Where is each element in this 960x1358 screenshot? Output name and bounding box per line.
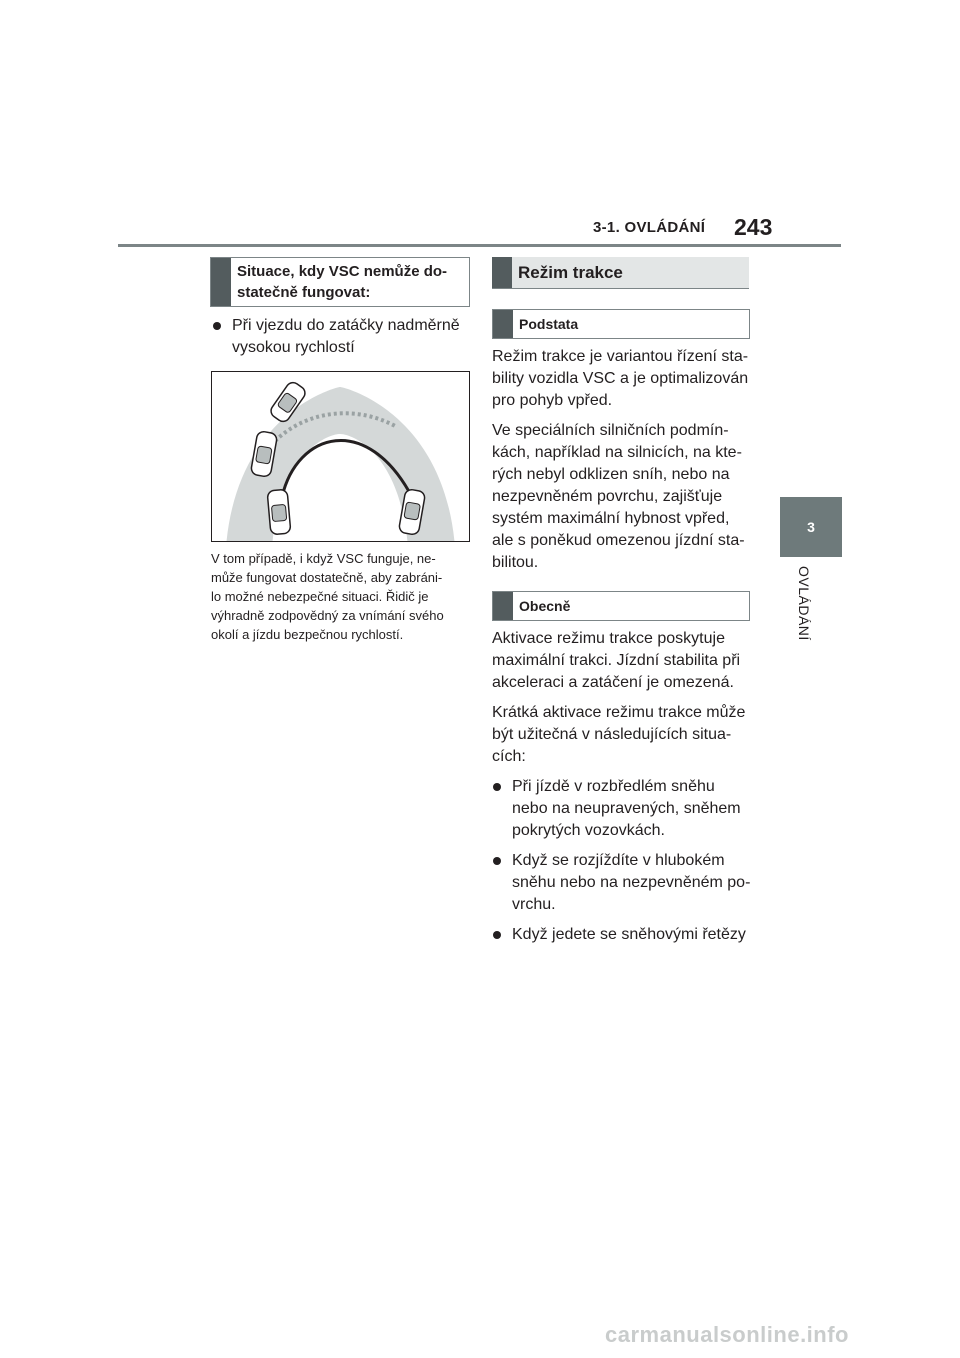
curve-illustration-svg <box>212 372 469 541</box>
left-box-title <box>210 257 470 307</box>
paragraph-2: Ve speciálních silničních podmín- kách, například na silnicích, na kte- rých nebyl odklizen sníh, nebo na nezpevněném povrchu, zajišťuje systém maximální hybnost vpřed, ale s poněkud omezenou jízdní sta- bilitou. <box>492 422 745 571</box>
header-rule <box>118 244 841 247</box>
right-section-title-text: Režim trakce <box>518 263 623 282</box>
subsection-title-podstata <box>492 309 750 339</box>
subsection-bar <box>493 310 513 338</box>
chapter-tab-number: 3 <box>780 497 842 557</box>
curve-illustration <box>211 371 470 542</box>
page-number: 243 <box>734 214 773 240</box>
chapter-tab-label-text: OVLÁDÁNÍ <box>796 566 812 641</box>
paragraph-4: Krátká aktivace režimu trakce může být užitečná v následujících situa- cích: <box>492 704 746 765</box>
right-text-block-2 <box>492 628 754 954</box>
subsection-title-podstata-text: Podstata <box>519 315 579 332</box>
left-bullet: Při vjezdu do zatáčky nadměrně vysokou rychlostí <box>212 315 492 359</box>
paragraph-3: Aktivace režimu trakce poskytuje maximální trakci. Jízdní stabilita při akceleraci a zatáčení je omezená. <box>492 630 741 691</box>
watermark-text: carmanualsonline.info <box>605 1322 849 1347</box>
bullet-item: Když jedete se sněhovými řetězy <box>492 924 754 946</box>
bullet-item: Když se rozjíždíte v hlubokém sněhu nebo na nezpevněném po- vrchu. <box>492 850 754 916</box>
bullet-item: Při jízdě v rozbředlém sněhu nebo na neupravených, sněhem pokrytých vozovkách. <box>492 776 754 842</box>
right-text-block-1 <box>492 346 754 582</box>
car-entering-icon <box>267 489 291 535</box>
subsection-bar <box>493 592 513 620</box>
paragraph-1: Režim trakce je variantou řízení sta- bility vozidla VSC a je optimalizován pro pohyb vpřed. <box>492 348 749 409</box>
chapter-tab-label <box>782 566 842 656</box>
section-title-bar <box>492 257 512 288</box>
section-header: 3-1. OVLÁDÁNÍ <box>593 219 706 236</box>
left-box-title-text: Situace, kdy VSC nemůže do- statečně fungovat: <box>237 263 448 301</box>
box-title-bar <box>211 258 231 306</box>
subsection-title-obecne-text: Obecně <box>519 597 571 614</box>
right-section-title <box>492 257 749 289</box>
illustration-caption: V tom případě, i když VSC funguje, ne- může fungovat dostatečně, aby zabráni- lo možné nebezpečné situaci. Řidič je výhradně zodpovědný za vnímání svého okolí a jízdu bezpečnou rychlostí. <box>211 551 444 642</box>
subsection-title-obecne <box>492 591 750 621</box>
